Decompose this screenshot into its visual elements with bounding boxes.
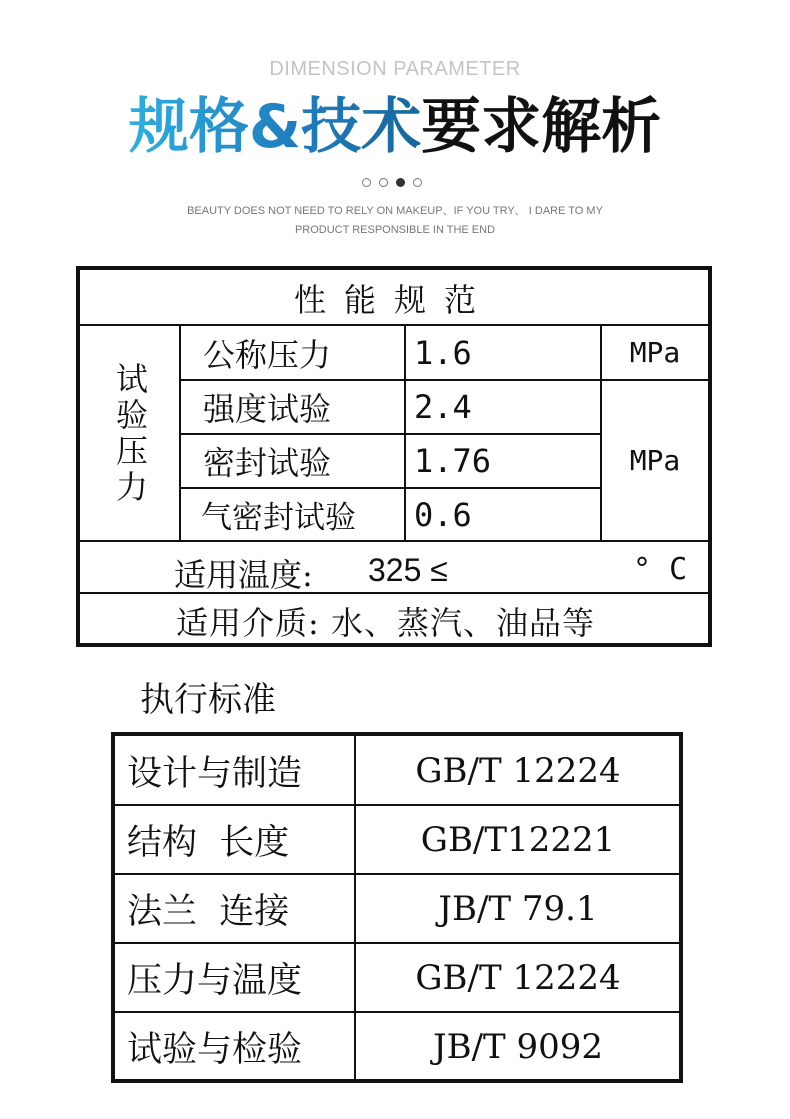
temperature-value: 325 ≤ — [368, 552, 448, 588]
temperature-unit: ° C — [633, 552, 688, 587]
spec-row-name: 强度试验 — [203, 390, 332, 428]
spec-row-value: 1.76 — [414, 442, 492, 480]
test-pressure-text: 试验压力 — [111, 362, 149, 506]
test-pressure-label — [80, 326, 180, 542]
table-row — [115, 804, 679, 873]
spec-row-name: 密封试验 — [203, 444, 332, 482]
title-black-part: 要求解析 — [421, 92, 662, 162]
spec-unit-tests: MPa — [629, 444, 681, 477]
medium-label: 适用介质: 水、蒸汽、油品等 — [176, 604, 595, 642]
slogan-line-2: PRODUCT RESPONSIBLE IN THE END — [294, 224, 496, 236]
spec-unit-nominal: MPa — [629, 336, 681, 369]
slogan-line-1: BEAUTY DOES NOT NEED TO RELY ON MAKEUP、IF YOU TRY、 I DARE TO MY — [187, 205, 603, 217]
slogan — [0, 202, 790, 240]
carousel-dot-active — [396, 178, 405, 187]
standard-name: 设计与制造 — [127, 753, 303, 794]
spec-row-value: 1.6 — [414, 333, 472, 372]
temperature-row — [80, 542, 708, 594]
section-subtitle-en: DIMENSION PARAMETER — [269, 58, 521, 80]
standard-name: 法兰 连接 — [127, 891, 290, 932]
medium-row — [80, 594, 708, 643]
standard-name: 压力与温度 — [127, 960, 303, 1001]
page-title — [0, 88, 790, 166]
spec-row-name: 气密封试验 — [201, 500, 356, 536]
standards-table — [111, 732, 683, 1083]
standard-name: 试验与检验 — [127, 1029, 303, 1070]
spec-row-value: 0.6 — [414, 495, 472, 534]
table-row — [115, 942, 679, 1011]
carousel-indicator — [362, 178, 432, 190]
carousel-dot — [379, 178, 388, 187]
carousel-dot — [413, 178, 422, 187]
spec-row-name: 公称压力 — [203, 335, 332, 374]
spec-row-value: 2.4 — [414, 388, 472, 426]
table-row — [115, 873, 679, 942]
standard-code: JB/T 9092 — [432, 1026, 604, 1067]
standard-name: 结构 长度 — [127, 822, 290, 863]
carousel-dot — [362, 178, 371, 187]
title-blue-part: 规格&技术 — [128, 92, 422, 162]
spec-table — [76, 266, 712, 647]
standard-code: GB/T12221 — [420, 819, 616, 860]
table-row — [115, 1011, 679, 1080]
standard-code: GB/T 12224 — [415, 750, 621, 791]
temperature-label: 适用温度: — [174, 556, 313, 594]
standard-code: JB/T 79.1 — [438, 888, 598, 929]
table-row — [115, 736, 679, 805]
standards-heading: 执行标准 — [140, 680, 276, 720]
standard-code: GB/T 12224 — [415, 957, 621, 998]
spec-table-title: 性能规范 — [293, 281, 494, 319]
